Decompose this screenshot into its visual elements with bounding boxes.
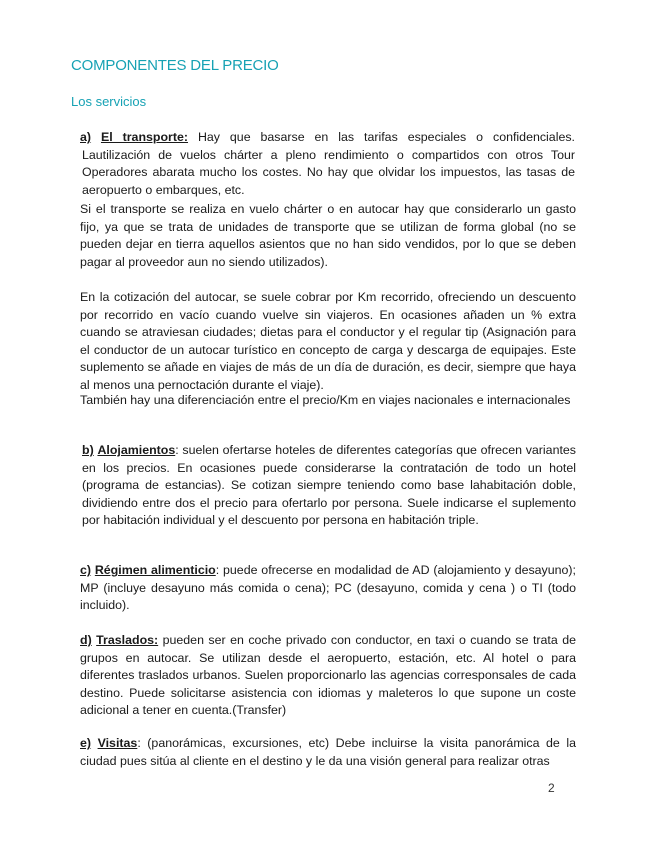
item-regimen <box>80 562 576 615</box>
item-text: : suelen ofertarse hoteles de diferentes categorías que ofrecen variantes en los precios. En ocasiones puede considerarse la contratación de todo un hotel (programa de estancias). Se cotizan siempre teniendo como base lahabitación doble, dividiendo entre dos el precio para ofertarlo por persona. Suele indicarse el suplemento por habitación individual y el descuento por persona en habitación triple. <box>82 443 576 528</box>
item-text: : (panorámicas, excursiones, etc) Debe incluirse la visita panorámica de la ciudad pues sitúa al cliente en el destino y le da una visión general para realizar otras <box>80 736 576 768</box>
item-heading: Alojamientos <box>97 443 176 457</box>
item-heading: Régimen alimenticio <box>94 563 216 577</box>
item-label: b) <box>82 443 94 457</box>
paragraph <box>80 201 576 271</box>
item-label: c) <box>80 563 92 577</box>
item-label: d) <box>80 633 92 647</box>
section-subtitle: Los servicios <box>71 94 147 109</box>
item-traslados <box>80 632 576 720</box>
paragraph <box>80 289 576 395</box>
paragraph-text: Si el transporte se realiza en vuelo chárter o en autocar hay que considerarlo un gasto fijo, ya que se trata de unidades de transporte que se utilizan de forma global (no se pueden dejar en tierra aquellos asientos que no han sido vendidos, por lo que se deben pagar al proveedor aun no siendo utilizados). <box>80 202 576 269</box>
item-label: a) <box>80 130 92 144</box>
item-transporte <box>82 129 575 199</box>
item-visitas <box>80 735 576 770</box>
item-label: e) <box>80 736 92 750</box>
paragraph-text: También hay una diferenciación entre el precio/Km en viajes nacionales e internacionales <box>80 393 571 407</box>
item-alojamientos <box>82 442 576 530</box>
paragraph-text: En la cotización del autocar, se suele cobrar por Km recorrido, ofreciendo un descuento por recorrido en vacío cuando vuelve sin viajeros. En ocasiones añaden un % extra cuando se atraviesan ciudades; dietas para el conductor y el regular tip (Asignación para el conductor de un autocar turístico en concepto de carga y descarga de equipajes. Este suplemento se añade en viajes de más de un día de duración, es decir, siempre que haya al menos una pernoctación durante el viaje). <box>80 290 576 392</box>
item-heading: Visitas <box>97 736 138 750</box>
item-text: : puede ofrecerse en modalidad de AD (alojamiento y desayuno); MP (incluye desayuno más comida o cena); PC (desayuno, comida y cena ) o TI (todo incluido). <box>80 563 576 613</box>
paragraph <box>80 392 576 410</box>
item-text: Hay que basarse en las tarifas especiales o confidenciales. Lautilización de vuelos chárter a pleno rendimiento o compartidos con otros Tour Operadores abarata mucho los costes. No hay que olvidar los impuestos, las tasas de aeropuerto o embarques, etc. <box>82 130 575 197</box>
item-heading: Traslados: <box>96 633 159 647</box>
item-text: pueden ser en coche privado con conductor, en taxi o cuando se trata de grupos en autocar. Se utilizan desde el aeropuerto, estación, etc. Al hotel o para diferentes traslados urbanos. Suelen proporcionarlo las agencias corresponsales de cada destino. Puede solicitarse asistencia con idiomas y maleteros lo que supone un coste adicional a tener en cuenta.(Transfer) <box>80 633 576 718</box>
page-number: 2 <box>548 781 555 795</box>
page-title: COMPONENTES DEL PRECIO <box>71 57 279 74</box>
item-heading: El transporte: <box>100 130 189 144</box>
